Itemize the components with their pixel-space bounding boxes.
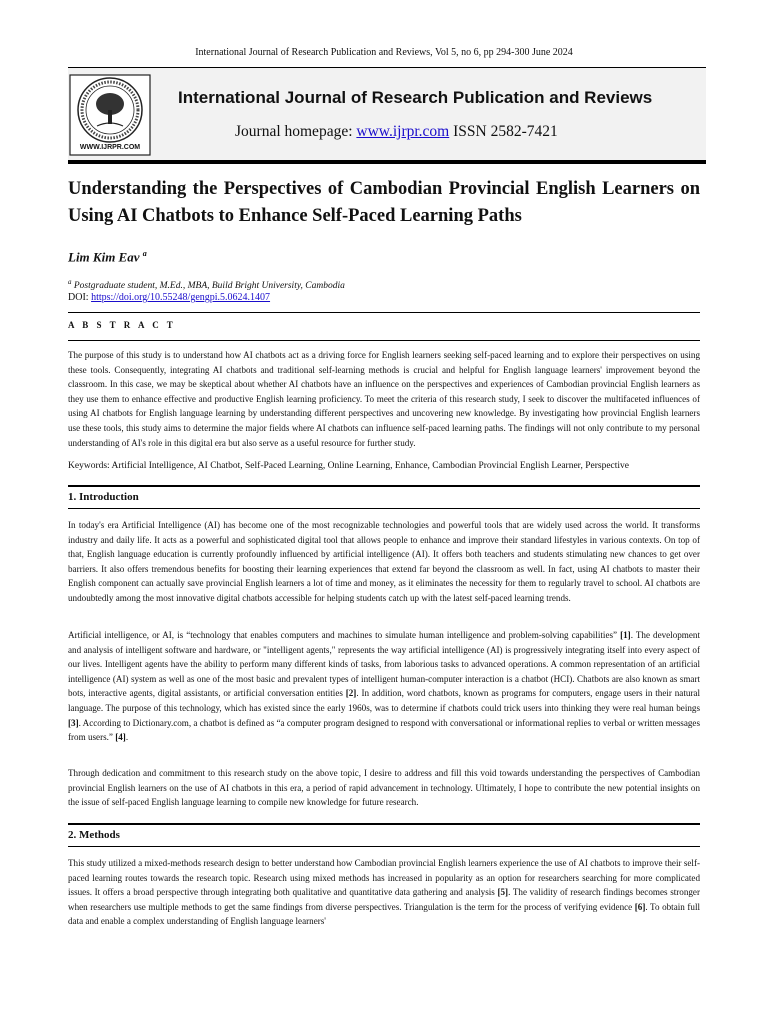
methods-paragraph-1 — [68, 856, 700, 929]
header-rule-bottom — [68, 160, 706, 164]
journal-name: International Journal of Research Publication and Reviews — [178, 88, 653, 107]
journal-homepage — [235, 123, 558, 141]
homepage-label: Journal homepage: — [235, 123, 353, 140]
section-heading-introduction: 1. Introduction — [68, 491, 139, 503]
keywords: Keywords: Artificial Intelligence, AI Chatbot, Self-Paced Learning, Online Learning, Enhance, Cambodian Provincial English Learner, Perspective — [68, 461, 630, 471]
abstract-text: The purpose of this study is to understand how AI chatbots act as a driving force for English learners seeking self-paced learning and to explore their perspectives on using these tools. Consequently, integrating AI chatbots and traditional self-learning methods is crucial and helpful for English language learners' improvement beyond the classroom. In this case, we may be skeptical about whether AI chatbots have an influence on the perspectives and experiences of Cambodian provincial English learners as they use them to enhance effective and productive English learning proficiency. To meet the criteria of this research study, I seek to discover the multifaceted influences of using AI chatbots for English language learning by understanding different perspectives and uncovering new knowledge. By investigating how provincial English learners use these tools, this study aims to determine the major fields where AI chatbots can influence self-paced learning paths. The findings will not only contribute to my personal understanding of AI's role in this digital era but also serve as a useful resource for further study. — [68, 350, 700, 448]
divider — [68, 508, 700, 509]
homepage-link[interactable]: www.ijrpr.com — [356, 123, 450, 140]
running-head: International Journal of Research Publication and Reviews, Vol 5, no 6, pp 294-300 June 2024 — [195, 47, 573, 58]
p2-part: . — [125, 732, 129, 743]
doi-link[interactable]: https://doi.org/10.55248/gengpi.5.0624.1407 — [91, 292, 271, 303]
p2-part: Artificial intelligence, or AI, is “technology that enables computers and machines to simulate human intelligence and problem-solving capabilities” — [68, 630, 621, 640]
divider — [68, 485, 700, 487]
m1-part: This study utilized a mixed-methods research design to better understand how Cambodian provincial English learners experience the use of AI chatbots to improve their self-paced learning routes towards the research topic. Research using mixed methods has increased in popularity as an option for researchers searching for more complicated issues. It offers a broad perspective through integrating both qualitative and quantitative data gathering and analysis — [68, 858, 700, 898]
citation: [1] — [620, 630, 631, 640]
affiliation — [68, 278, 345, 291]
affiliation-text: Postgraduate student, M.Ed., MBA, Build Bright University, Cambodia — [73, 281, 345, 292]
divider — [68, 823, 700, 825]
citation: [5] — [497, 887, 509, 898]
journal-header — [68, 68, 706, 160]
p2-part: . The development and analysis of intelligent software and hardware, or "intelligent agents," represents the way artificial intelligence (AI) is progressively integrating itself into every aspect of our lives. Intelligent agents have the ability to perform many different kinds of tasks, from laborious tasks to advanced operations. A common representation of an artificial intelligence (AI) system as well as one of the most basic and prevalent types of intelligent human-computer interaction is a chatbot (HCI). Chatbots are also known as smart bots, interactive agents, digital assistants, or artificial conversation entities — [68, 630, 700, 699]
intro-paragraph-3: Through dedication and commitment to this research study on the above topic, I desire to address and fill this void towards understanding the perspectives of Cambodian provincial English learners on the use of AI chatbots in this era, a period of rapid advancement in technology. Ultimately, I hope to contribute the new potential insights on the issue of self-paced English language learning to compile new knowledge for future research. — [68, 768, 700, 808]
author-sup: a — [142, 249, 147, 258]
article-title: Understanding the Perspectives of Cambodian Provincial English Learners on Using AI Chatbots to Enhance Self-Paced Learning Paths — [68, 179, 700, 226]
intro-paragraph-1: In today's era Artificial Intelligence (AI) has become one of the most recognizable technologies and powerful tools that are widely used across the world. It transforms industry and daily life. It acts as a powerful and sophisticated digital tool that allows people to enhance and improve their standard lifestyles in various contexts. On top of that, English language education is currently profoundly influenced by artificial intelligence (AI). It offers both teachers and students stimulating new chances to get over barriers. It also offers tremendous benefits for boosting their learning experiences that extend far beyond the classroom as well. In fact, using AI chatbots to master their English component can actually save provincial English learners a lot of time and money, as it eliminates the necessity for them to regularly travel to school. AI chatbots are undoubtedly among the most innovative digital chatbots accessible for helping students catch up with the latest self-paced learning trends. — [68, 520, 700, 603]
m1-part: . To obtain full data and enable a complex understanding of English language learners' — [68, 901, 700, 927]
logo-url: WWW.IJRPR.COM — [79, 144, 141, 151]
section-heading-methods: 2. Methods — [68, 829, 120, 841]
author — [68, 249, 147, 265]
citation: [4] — [115, 732, 126, 743]
abstract-heading: A B S T R A C T — [68, 320, 176, 330]
p2-part: . In addition, word chatbots, known as programs for computers, engage users in their natural language. The purpose of this technology, which has existed since the early 1960s, was to determine if chatbots could trick users into thinking they were real human beings — [68, 688, 700, 713]
divider — [68, 846, 700, 847]
affiliation-sup: a — [68, 278, 72, 286]
citation: [3] — [68, 717, 79, 728]
doi — [68, 292, 270, 303]
citation: [2] — [345, 688, 357, 699]
intro-paragraph-2 — [68, 628, 700, 745]
citation: [6] — [634, 901, 646, 912]
divider — [68, 312, 700, 313]
m1-part: . The validity of research findings becomes stronger when researchers use multiple methods to get the same findings from diverse perspectives. Triangulation is the term for the process of verifying evidence — [68, 887, 700, 912]
doi-label: DOI: — [68, 292, 89, 303]
p2-part: . According to Dictionary.com, a chatbot is defined as “a computer program designed to respond with conversational or informational replies to verbal or written messages from users.” — [68, 717, 700, 743]
issn: ISSN 2582-7421 — [453, 123, 558, 140]
author-name: Lim Kim Eav — [68, 249, 140, 265]
divider — [68, 340, 700, 341]
